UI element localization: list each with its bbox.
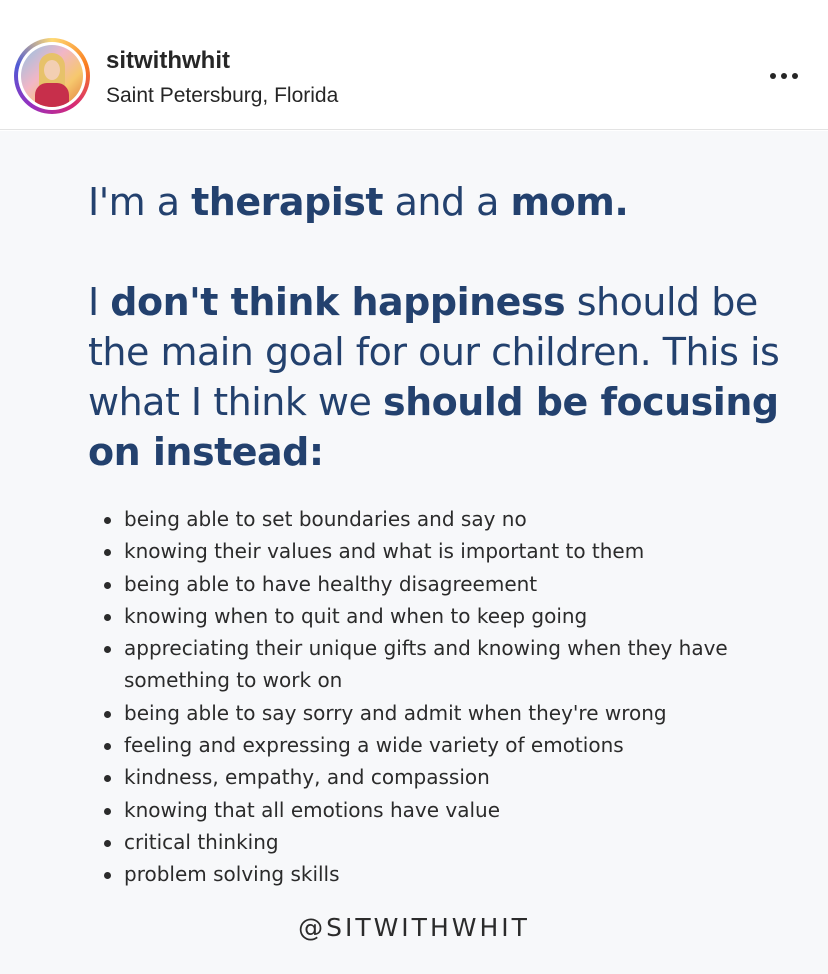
headline-line-1: I'm a therapist and a mom. [88,180,629,224]
list-item: being able to say sorry and admit when they're wrong [100,697,750,729]
list-item: appreciating their unique gifts and knowing when they have something to work on [100,632,750,697]
location-link[interactable]: Saint Petersburg, Florida [106,84,339,107]
list-item: knowing when to quit and when to keep going [100,600,750,632]
list-item: problem solving skills [100,858,750,890]
post-header [0,0,828,130]
list-item: feeling and expressing a wide variety of emotions [100,729,750,761]
username-link[interactable]: sitwithwhit [106,47,230,74]
list-item: knowing their values and what is important to them [100,535,750,567]
profile-photo [21,45,83,107]
list-item: being able to have healthy disagreement [100,568,750,600]
post-image [0,131,828,974]
post-headline [88,177,808,477]
bullet-list [100,503,750,891]
list-item: critical thinking [100,826,750,858]
list-item: kindness, empathy, and compassion [100,761,750,793]
more-options-icon [770,73,776,79]
headline-paragraph-2: I don't think happiness should be the main goal for our children. This is what I think we should be focusing on instead: [88,280,780,474]
watermark-handle: @SITWITHWHIT [298,913,530,942]
more-options-button[interactable] [760,62,808,90]
list-item: knowing that all emotions have value [100,794,750,826]
list-item: being able to set boundaries and say no [100,503,750,535]
avatar[interactable] [14,38,90,114]
